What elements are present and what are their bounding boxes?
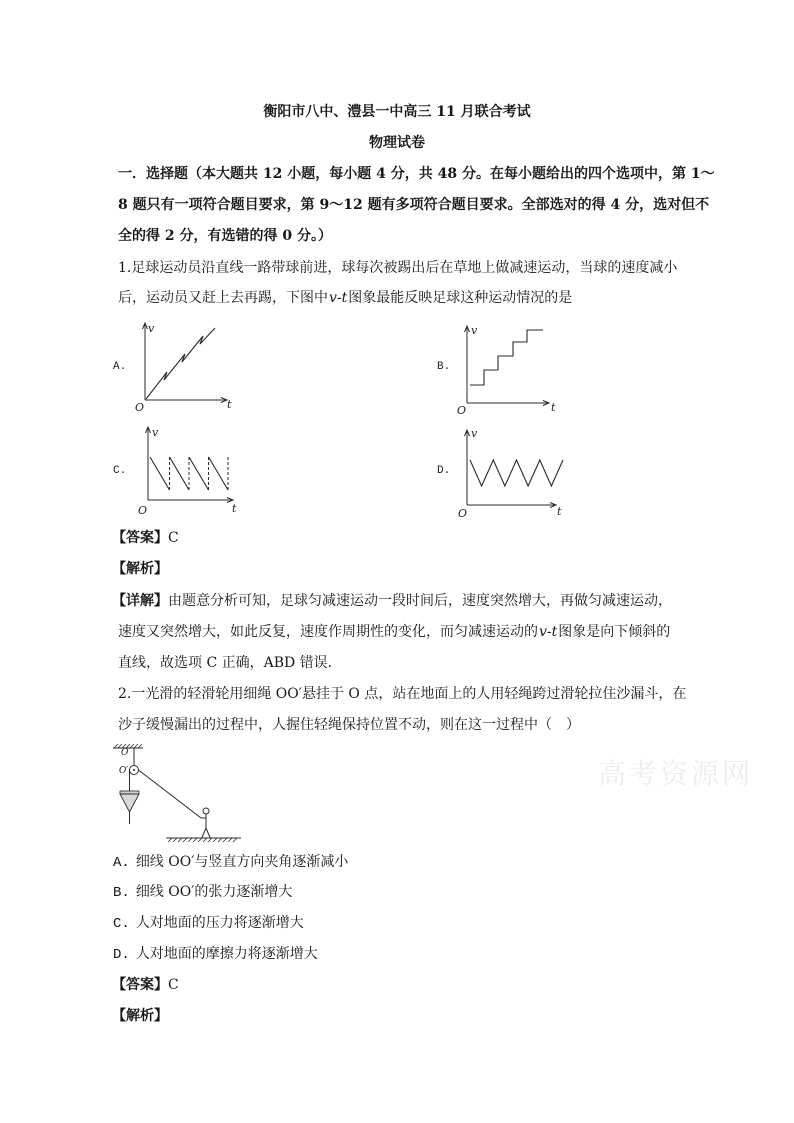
q2-option-a [113, 852, 348, 872]
option-text: 细线 OO′与竖直方向夹角逐渐减小 [135, 854, 349, 870]
funnel-rim [120, 791, 139, 794]
option-text: 人对地面的压力将逐渐增大 [135, 915, 304, 931]
person-head [203, 808, 209, 814]
graph-d [453, 423, 571, 523]
option-label: D. [113, 947, 130, 963]
t-label: t [227, 398, 232, 411]
origin-label: O [458, 507, 468, 520]
velocity-segment [170, 457, 190, 490]
option-label: B. [113, 885, 130, 901]
q1-detail-line: 直线，故选项 C 正确，ABD 错误． [118, 655, 342, 671]
q1-stem-text: 图象最能反映足球这种运动情况的是 [348, 290, 573, 306]
velocity-segment [209, 457, 229, 490]
q1-answer [112, 528, 179, 548]
q1-detail-line [112, 591, 672, 611]
q2-option-d [113, 944, 318, 964]
velocity-segment [150, 457, 170, 490]
detail-tag: 【详解】 [112, 593, 168, 609]
detail-text: 图象是向下倾斜的 [558, 624, 671, 640]
rope-to-person [139, 770, 202, 818]
velocity-curve [470, 460, 563, 486]
q2-answer [112, 975, 179, 995]
graph-a [131, 318, 241, 418]
q1-stem-line: 1.足球运动员沿直线一路带球前进，球每次被踢出后在草地上做减速运动，当球的速度减小 [118, 260, 678, 276]
answer-tag: 【答案】 [112, 530, 168, 546]
ground-hatch [168, 838, 237, 842]
answer-value: C [168, 530, 179, 546]
velocity-curve [146, 328, 215, 399]
option-label: A. [113, 855, 130, 871]
origin-label: O [138, 504, 148, 517]
exam-title: 衡阳市八中、澧县一中高三 11 月联合考试 [263, 104, 531, 120]
v-label: v [152, 426, 159, 439]
q2-option-c [113, 913, 304, 933]
answer-value: C [168, 977, 179, 993]
q1-option-d-label: D. [437, 465, 451, 477]
q1-option-a-label: A. [113, 361, 127, 373]
v-label: v [471, 324, 478, 337]
option-label: C. [113, 916, 130, 932]
q2-stem-line: 沙子缓慢漏出的过程中，人握住轻绳保持位置不动，则在这一过程中（ ） [118, 717, 580, 733]
detail-text: 由题意分析可知，足球匀减速运动一段时间后，速度突然增大，再做匀减速运动， [168, 593, 672, 609]
graph-b [453, 321, 563, 421]
person-leg [202, 828, 206, 838]
section-instruction-line: 一．选择题（本大题共 12 小题，每小题 4 分，共 48 分。在每小题给出的四个选项中，第 1～ [118, 166, 715, 182]
point-o-label: O [121, 748, 129, 758]
q1-stem-text: 后，运动员又赶上去再踢，下图中 [118, 290, 328, 306]
graph-c [134, 418, 249, 518]
t-label: t [557, 505, 562, 518]
v-label: v [148, 322, 155, 335]
q1-stem-line [118, 288, 572, 308]
velocity-segment [189, 457, 209, 490]
q2-analysis-tag: 【解析】 [112, 1008, 168, 1024]
answer-tag: 【答案】 [112, 977, 168, 993]
q1-option-b-label: B. [437, 361, 451, 373]
q1-detail-line [118, 622, 670, 642]
q1-option-c-label: C. [113, 465, 127, 477]
vt-symbol: v-t [329, 290, 348, 306]
origin-label: O [135, 401, 145, 414]
t-label: t [232, 502, 237, 515]
watermark: 高考资源网 [598, 757, 754, 790]
exam-subtitle: 物理试卷 [369, 135, 425, 151]
pulley-figure [110, 742, 245, 844]
sand-funnel [120, 794, 139, 812]
option-text: 细线 OO′的张力逐渐增大 [135, 884, 293, 900]
point-o-prime-label: O′ [119, 766, 129, 776]
q2-option-b [113, 882, 292, 902]
origin-label: O [457, 404, 467, 417]
section-instruction-line: 全的得 2 分，有选错的得 0 分。） [118, 228, 332, 244]
section-instruction-line: 8 题只有一项符合题目要求，第 9～12 题有多项符合题目要求。全部选对的得 4 分，选对但不 [118, 197, 710, 213]
q1-analysis-tag: 【解析】 [112, 561, 168, 577]
pulley-axle [133, 769, 135, 771]
vt-symbol: v-t [539, 624, 558, 640]
velocity-curve [470, 330, 543, 385]
v-label: v [471, 427, 478, 440]
person-leg [206, 828, 210, 838]
q2-stem-line: 2.一光滑的轻滑轮用细绳 OO′悬挂于 O 点，站在地面上的人用轻绳跨过滑轮拉住沙漏斗，在 [118, 686, 687, 702]
detail-text: 速度又突然增大，如此反复，速度作周期性的变化，而匀减速运动的 [118, 624, 538, 640]
t-label: t [551, 401, 556, 414]
option-text: 人对地面的摩擦力将逐渐增大 [135, 946, 318, 962]
